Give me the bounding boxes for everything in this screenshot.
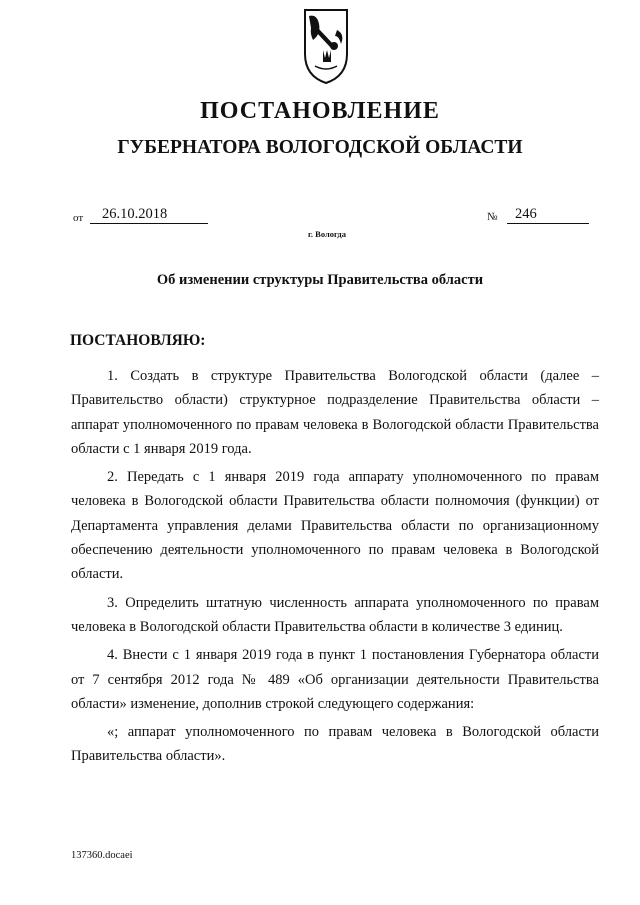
coat-of-arms-icon [301,6,351,86]
paragraph-1: 1. Создать в структуре Правительства Вологодской области (далее – Правительство области) структурное подразделение Правительства области – аппарат уполномоченного по правам человека в Вологодской области Правительства области с 1 января 2019 года. [71,368,599,457]
issue-city: г. Вологда [308,229,346,239]
document-title: ПОСТАНОВЛЕНИЕ [200,98,440,124]
footer-file-name: 137360.docaei [71,850,133,861]
paragraph-2: 2. Передать с 1 января 2019 года аппарату уполномоченного по правам человека в Вологодской области Правительства области полномочия (функции) от Департамента управления делами Правительства области по организационному обеспечению деятельности уполномоченного по правам человека в Вологодской области. [71,469,599,583]
document-date: 26.10.2018 [90,205,208,224]
number-label: № [487,211,498,223]
paragraph-4: 4. Внести с 1 января 2019 года в пункт 1 постановления Губернатора области от 7 сентября 2012 года № 489 «Об организации деятельности Правительства области» изменение, дополнив строкой следующего содержания: [71,647,599,712]
paragraph-3: 3. Определить штатную численность аппарата уполномоченного по правам человека в Вологодской области Правительства области в количестве 3 единиц. [71,594,599,635]
document-subject: Об изменении структуры Правительства области [156,272,484,288]
decree-heading: ПОСТАНОВЛЯЮ: [70,332,206,349]
document-issuer: ГУБЕРНАТОРА ВОЛОГОДСКОЙ ОБЛАСТИ [117,137,523,158]
document-number: 246 [507,205,589,224]
document-body [71,364,599,773]
date-label: от [73,212,84,224]
paragraph-5: «; аппарат уполномоченного по правам человека в Вологодской области Правительства области». [71,724,599,765]
